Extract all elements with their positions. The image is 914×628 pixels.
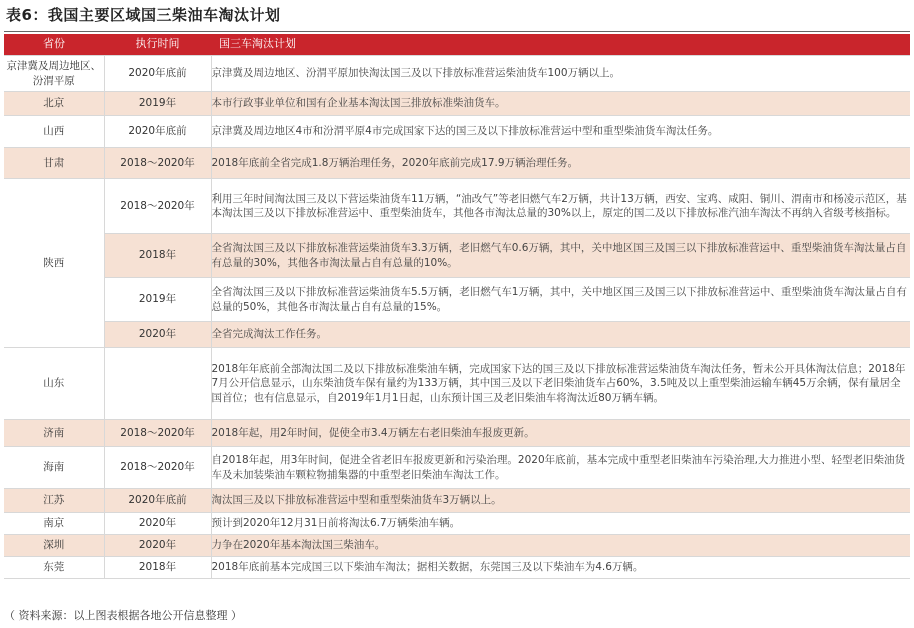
table-row — [4, 179, 910, 234]
header-plan: 国三车淘汰计划 — [211, 34, 910, 56]
table-row — [4, 148, 910, 179]
table-row — [4, 420, 910, 447]
table-row — [4, 557, 910, 579]
cell-province: 南京 — [4, 513, 104, 535]
cell-plan: 2018年年底前全部淘汰国二及以下排放标准柴油车辆，完成国家下达的国三及以下排放标准营运柴油货车淘汰任务，暂未公开具体淘汰信息；2018年7月公开信息显示，山东柴油货车保有量约为133万辆，其中国三及以下老旧柴油货车占60%，3.5吨及以上重型柴油运输车辆45万余辆，保有量居全国首位；也有信息显示，自2019年1月1日起，山东预计国三及老旧柴油车将淘汰近80万辆车辆。 — [211, 348, 910, 420]
table-row — [4, 278, 910, 322]
cell-time: 2018～2020年 — [104, 148, 211, 179]
cell-time: 2020年 — [104, 513, 211, 535]
cell-plan: 自2018年起，用3年时间，促进全省老旧车报废更新和污染治理。2020年底前，基本完成中重型老旧柴油车污染治理,大力推进小型、轻型老旧柴油货车及未加装柴油车颗粒物捕集器的中重型老旧柴油车淘汰工作。 — [211, 447, 910, 489]
cell-province: 海南 — [4, 447, 104, 489]
cell-province: 京津冀及周边地区、汾渭平原 — [4, 56, 104, 92]
header-province: 省份 — [4, 34, 104, 56]
table-title: 表6：我国主要区域国三柴油车淘汰计划 — [6, 6, 281, 24]
cell-province: 北京 — [4, 92, 104, 116]
cell-plan: 本市行政事业单位和国有企业基本淘汰国三排放标准柴油货车。 — [211, 92, 910, 116]
cell-plan: 淘汰国三及以下排放标准营运中型和重型柴油货车3万辆以上。 — [211, 489, 910, 513]
cell-plan: 全省完成淘汰工作任务。 — [211, 322, 910, 348]
table-row — [4, 322, 910, 348]
cell-time: 2018年 — [104, 557, 211, 579]
cell-time: 2018～2020年 — [104, 447, 211, 489]
table-header — [4, 34, 910, 56]
cell-province: 甘肃 — [4, 148, 104, 179]
table-row — [4, 56, 910, 92]
cell-province: 深圳 — [4, 535, 104, 557]
cell-province: 陕西 — [4, 179, 104, 348]
cell-time: 2020年底前 — [104, 116, 211, 148]
cell-plan: 2018年底前全省完成1.8万辆治理任务，2020年底前完成17.9万辆治理任务。 — [211, 148, 910, 179]
cell-plan: 全省淘汰国三及以下排放标准营运柴油货车5.5万辆，老旧燃气车1万辆，其中，关中地区国三及国三以下排放标准营运中、重型柴油货车淘汰量占自有总量的50%，其他各市淘汰量占自有总量的15%。 — [211, 278, 910, 322]
table-row — [4, 535, 910, 557]
cell-time: 2019年 — [104, 92, 211, 116]
cell-plan: 利用三年时间淘汰国三及以下营运柴油货车11万辆，“油改气”等老旧燃气车2万辆，共计13万辆，西安、宝鸡、咸阳、铜川、渭南市和杨凌示范区，基本淘汰国三及以下排放标准营运中、重型柴油货车，其他各市淘汰总量的30%以上，原定的国二及以下排放标准汽油车淘汰不再纳入省级考核指标。 — [211, 179, 910, 234]
cell-plan: 京津冀及周边地区4市和汾渭平原4市完成国家下达的国三及以下排放标准营运中型和重型柴油货车淘汰任务。 — [211, 116, 910, 148]
table-row — [4, 234, 910, 278]
elimination-plan-table — [4, 34, 910, 579]
cell-province: 江苏 — [4, 489, 104, 513]
title-divider — [4, 31, 910, 32]
table-row — [4, 489, 910, 513]
source-note: （ 资料来源：以上图表根据各地公开信息整理 ） — [4, 609, 242, 622]
header-time: 执行时间 — [104, 34, 211, 56]
cell-time: 2019年 — [104, 278, 211, 322]
table-row — [4, 348, 910, 420]
cell-time: 2018～2020年 — [104, 420, 211, 447]
cell-province: 山西 — [4, 116, 104, 148]
cell-province: 东莞 — [4, 557, 104, 579]
cell-province: 济南 — [4, 420, 104, 447]
cell-plan: 2018年起，用2年时间，促使全市3.4万辆左右老旧柴油车报废更新。 — [211, 420, 910, 447]
table-row — [4, 447, 910, 489]
cell-time: 2020年 — [104, 535, 211, 557]
cell-time: 2020年底前 — [104, 489, 211, 513]
cell-plan: 全省淘汰国三及以下排放标准营运柴油货车3.3万辆，老旧燃气车0.6万辆，其中，关中地区国三及国三以下排放标准营运中、重型柴油货车淘汰量占自有总量的30%，其他各市淘汰量占自有总量的10%。 — [211, 234, 910, 278]
cell-time: 2020年底前 — [104, 56, 211, 92]
cell-time — [104, 348, 211, 420]
cell-plan: 预计到2020年12月31日前将淘汰6.7万辆柴油车辆。 — [211, 513, 910, 535]
cell-time: 2020年 — [104, 322, 211, 348]
cell-plan: 京津冀及周边地区、汾渭平原加快淘汰国三及以下排放标准营运柴油货车100万辆以上。 — [211, 56, 910, 92]
cell-plan: 2018年底前基本完成国三以下柴油车淘汰；据相关数据，东莞国三及以下柴油车为4.6万辆。 — [211, 557, 910, 579]
cell-time: 2018～2020年 — [104, 179, 211, 234]
table-row — [4, 92, 910, 116]
cell-province: 山东 — [4, 348, 104, 420]
cell-time: 2018年 — [104, 234, 211, 278]
table-row — [4, 513, 910, 535]
cell-plan: 力争在2020年基本淘汰国三柴油车。 — [211, 535, 910, 557]
table-row — [4, 116, 910, 148]
